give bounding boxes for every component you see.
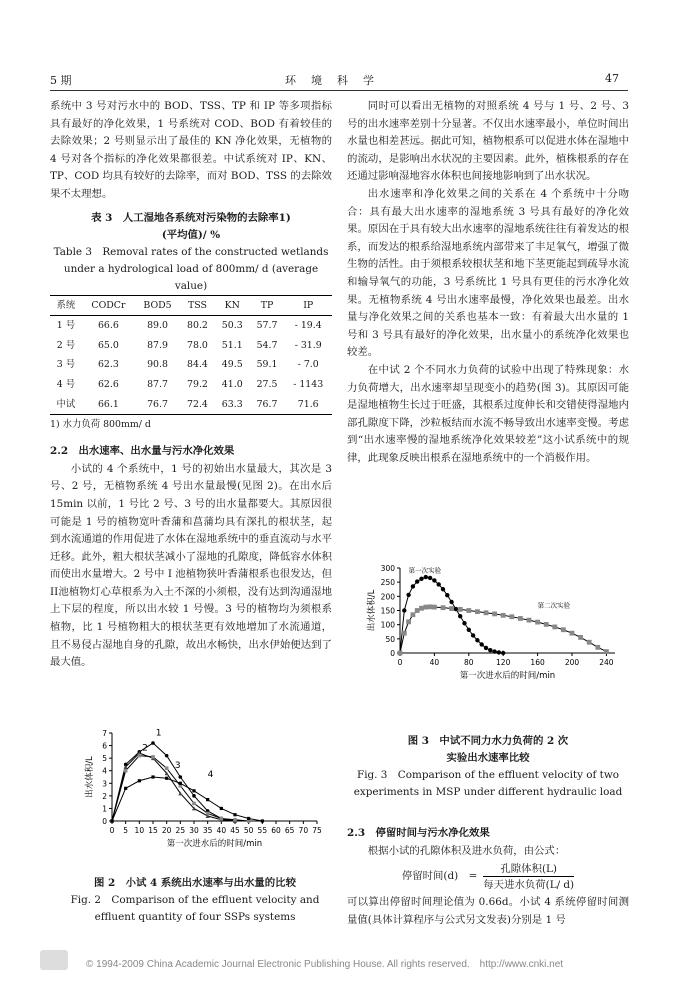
table3-cell: 87.9 — [147, 339, 168, 351]
series-line-1 — [112, 743, 235, 821]
issue-number: 5 期 — [50, 74, 72, 87]
table3-title-en: Table 3 Removal rates of the constructed wetlands — [53, 245, 329, 258]
data-point — [220, 807, 223, 810]
data-point — [587, 640, 592, 645]
x-tick-label: 40 — [216, 826, 227, 835]
table3-cell: 51.1 — [221, 339, 243, 351]
data-point — [424, 575, 428, 579]
data-point — [488, 648, 492, 652]
data-point — [492, 612, 497, 617]
table3-cell: 90.8 — [147, 359, 168, 371]
data-point — [466, 608, 471, 613]
table3-header-cell: CODCr — [91, 299, 126, 311]
right-paragraph-1: 同时可以看出无植物的对照系统 4 号与 1 号、2 号、3 号的出水速率差别十分显著。不仅出水速率最小，单位时间出水量也相差甚远。据此可知，植物根系可以促进水体在湿地中的流动，是影响出水状况的主要因素。此外，植株根系的存在还通过影响湿地容水体积也间接地影响到了出水状况。 — [347, 100, 629, 183]
y-tick-label: 1 — [102, 804, 107, 814]
table3-header-cell: IP — [303, 299, 314, 311]
table3-cell: 中试 — [56, 398, 76, 410]
data-point — [449, 606, 454, 611]
x-tick-label: 0 — [397, 658, 403, 667]
data-point — [458, 607, 463, 612]
x-tick-label: 0 — [109, 826, 115, 835]
y-axis-label: 出水体积/L — [367, 589, 377, 632]
y-tick-label: 3 — [102, 779, 107, 789]
table3-header-cell: 系统 — [56, 299, 76, 311]
data-point — [124, 787, 127, 790]
x-tick-label: 65 — [284, 826, 295, 835]
data-point — [441, 605, 446, 610]
table3-title-cn-unit: (平均值)/ % — [161, 228, 221, 241]
header-rule — [50, 90, 628, 91]
x-tick-label: 35 — [202, 826, 213, 835]
y-tick-label: 50 — [385, 634, 395, 644]
data-point — [570, 631, 575, 636]
table3-header-cell: TSS — [187, 299, 207, 311]
x-tick-label: 160 — [530, 658, 545, 667]
series-label: 3 — [174, 761, 181, 772]
data-point — [475, 638, 479, 642]
table3-cell: 3 号 — [56, 359, 76, 371]
table3-cell: 84.4 — [187, 359, 208, 371]
y-tick-label: 2 — [102, 791, 107, 801]
data-point — [419, 577, 423, 581]
data-point — [501, 613, 506, 618]
data-point — [467, 628, 471, 632]
data-point — [428, 576, 432, 580]
table3-cell: 62.3 — [97, 359, 119, 371]
data-point — [595, 645, 600, 650]
data-point — [411, 612, 416, 617]
table3-cell: 54.7 — [256, 339, 278, 351]
data-point — [247, 817, 250, 820]
x-tick-label: 25 — [175, 826, 186, 835]
page-number: 47 — [605, 72, 619, 85]
right-paragraph-3: 在中试 2 个不同水力负荷的试验中出现了特殊现象：水力负荷增大，出水速率却呈现变小的趋势(图 3)。其原因可能是湿地植物生长过于旺盛，其根系过度伸长和交错使得湿地内部孔隙度下降，沙粒板结而水流不畅导致出水速率变慢。考虑到“出水速率慢的湿地系统净化效果较差”这小试系统中的规律，此现象反映出根系在湿地系统中的一个消极作用。 — [347, 363, 629, 464]
data-point — [501, 651, 505, 655]
table3-cell: 65.0 — [97, 339, 119, 351]
x-tick-label: 60 — [271, 826, 281, 835]
data-point — [151, 775, 154, 778]
x-tick-label: 75 — [312, 826, 322, 835]
table3-cell: - 7.0 — [297, 359, 319, 371]
x-tick-label: 200 — [564, 658, 580, 667]
x-tick-label: 50 — [243, 826, 254, 835]
table3-cell: 80.2 — [187, 320, 208, 332]
data-point — [165, 754, 169, 758]
table3-cell: 57.7 — [256, 320, 278, 332]
data-point — [233, 818, 237, 822]
figure-3-caption-cn-1: 图 3 中试不同力水力负荷的 2 次 — [407, 735, 569, 747]
section-2-3-heading: 2.3 停留时间与污水净化效果 — [347, 827, 490, 839]
x-tick-label: 80 — [464, 658, 474, 667]
right-paragraph-2: 出水速率和净化效果之间的关系在 4 个系统中十分吻合：具有最大出水速率的湿地系统 3 号具有最好的净化效果。原因在于具有较大出水速率的湿地系统往往有着发达的根系，而发达的根系给湿地系统内部带来了丰足氧气，增强了微生物的活性。由于须根系较根状茎和地下茎更能起到疏导水流和输导氧气的功能，3 号系统比 1 号具有更佳的污水净化效果。无植物系统 4 号出水速率最慢，净化效果也最差。出水量与净化效果之间的关系也基本一致：有着最大出水量的 1 号和 3 号具有最好的净化效果，出水量小的系统净化效果也较差。 — [347, 187, 629, 359]
formula-denominator: 每天进水负荷(L/ d) — [483, 876, 574, 892]
data-point — [165, 777, 168, 780]
table3-cell: 78.0 — [187, 339, 208, 351]
data-point — [406, 593, 410, 597]
data-point — [432, 578, 436, 582]
formula-numerator: 孔隙体积(L) — [500, 863, 557, 876]
data-point — [578, 635, 583, 640]
x-tick-label: 10 — [134, 826, 145, 835]
data-point — [165, 766, 169, 770]
data-point — [544, 622, 549, 627]
table3 — [50, 295, 332, 416]
x-tick-label: 240 — [599, 658, 614, 667]
table3-cell: - 31.9 — [294, 339, 322, 351]
table3-cell: 63.3 — [221, 398, 243, 410]
formula-fraction — [483, 862, 574, 892]
series-label: 2 — [142, 743, 148, 754]
table3-header-cell: KN — [224, 299, 240, 311]
y-tick-label: 100 — [380, 620, 395, 630]
data-point — [561, 627, 566, 632]
table3-cell: 89.0 — [147, 320, 168, 332]
data-point — [509, 614, 514, 619]
figure-2-caption-en-2: effluent quantity of four SSPs systems — [94, 911, 296, 923]
y-tick-label: 6 — [102, 741, 107, 751]
data-point — [110, 819, 113, 822]
table3-title-cn: 表 3 人工湿地各系统对污染物的去除率1) — [91, 211, 291, 224]
table3-cell: 50.3 — [221, 320, 243, 332]
table3-cell: 62.6 — [97, 378, 119, 390]
data-point — [415, 608, 420, 613]
x-axis-label: 第一次进水后的时间/min — [166, 839, 263, 849]
data-point — [423, 605, 428, 610]
series-label: 第二次实验 — [537, 601, 571, 610]
x-tick-label: 5 — [123, 826, 129, 835]
data-point — [179, 782, 182, 785]
y-tick-label: 150 — [380, 606, 395, 616]
data-point — [192, 794, 196, 798]
data-point — [192, 802, 196, 806]
series-label: 4 — [207, 770, 214, 780]
right-paragraph-5: 可以算出停留时间理论值为 0.66d。小试 4 系统停留时间测量值(具体计算程序与公式另文发表)分别是 1 号 — [347, 896, 629, 926]
table3-row — [50, 375, 332, 395]
data-point — [411, 584, 415, 588]
figure-2-caption-en-1: Fig. 2 Comparison of the effluent velocity and — [70, 894, 320, 906]
data-point — [419, 606, 424, 611]
right-paragraph-4: 根据小试的孔隙体积及进水负荷，由公式： — [367, 844, 566, 857]
left-paragraph-1: 系统中 3 号对污水中的 BOD、TSS、TP 和 IP 等多项指标具有最好的净化效果，1 号系统对 COD、BOD 有着较佳的去除效果；2 号则显示出了最佳的 KN 净化效果，无植物的 4 号对各个指标的净化效果都很差。中试系统对 IP、KN、TP、COD 均具有较好的去除率，而对 BOD、TSS 的去除效果不太理想。 — [50, 100, 332, 200]
figure-2-caption — [60, 875, 330, 926]
data-point — [535, 620, 540, 625]
y-tick-label: 200 — [380, 592, 395, 602]
data-point — [179, 775, 183, 779]
series-line-4 — [112, 777, 262, 821]
data-point — [518, 616, 523, 621]
table3-row — [50, 395, 332, 415]
x-tick-label: 45 — [230, 826, 240, 835]
y-tick-label: 0 — [102, 817, 107, 826]
y-axis-label: 出水体积/L — [85, 756, 95, 798]
x-tick-label: 70 — [298, 826, 309, 835]
series-label: 1 — [155, 728, 162, 739]
data-point — [484, 610, 489, 615]
figure-2-chart — [70, 725, 330, 855]
cnki-logo — [40, 950, 68, 970]
data-point — [402, 631, 407, 636]
y-tick-label: 5 — [102, 754, 107, 764]
data-point — [437, 582, 441, 586]
left-column — [50, 98, 332, 672]
data-point — [206, 812, 210, 816]
x-tick-label: 120 — [496, 658, 511, 667]
data-point — [151, 755, 155, 759]
data-point — [138, 754, 142, 758]
table3-cell: 49.5 — [221, 359, 243, 371]
table3-cell: - 19.4 — [294, 320, 322, 332]
table3-cell: 87.7 — [147, 378, 168, 390]
data-point — [415, 579, 419, 583]
table3-cell: 66.1 — [97, 398, 119, 410]
right-column-top — [347, 98, 629, 467]
table3-cell: 76.7 — [256, 398, 278, 410]
table3-title-en-2: under a hydrological load of 800mm/ d (average value) — [63, 262, 319, 292]
data-point — [441, 587, 445, 591]
table3-cell: 72.4 — [187, 398, 208, 410]
journal-name: 环 境 科 学 — [285, 74, 376, 87]
table3-note: 1) 水力负荷 800mm/ d — [50, 419, 151, 431]
data-point — [445, 593, 449, 597]
y-tick-label: 0 — [390, 649, 395, 658]
right-column-bottom — [347, 825, 629, 929]
table3-cell: 1 号 — [56, 320, 76, 332]
formula-lhs: 停留时间(d) = — [401, 870, 478, 883]
data-point — [220, 817, 224, 821]
y-tick-label: 7 — [102, 729, 107, 738]
table3-row — [50, 355, 332, 375]
table3-cell: 4 号 — [56, 378, 76, 390]
data-point — [233, 813, 236, 816]
data-point — [402, 608, 406, 612]
x-tick-label: 40 — [429, 658, 440, 667]
table3-cell: 27.5 — [256, 378, 278, 390]
data-point — [475, 609, 480, 614]
table3-cell: 2 号 — [56, 339, 76, 351]
y-tick-label: 250 — [380, 578, 395, 588]
table3-header-cell: TP — [260, 299, 274, 311]
figure-3-chart — [360, 560, 630, 690]
data-point — [449, 600, 453, 604]
data-point — [406, 619, 411, 624]
section-2-2-heading: 2.2 出水速率、出水量与污水净化效果 — [50, 445, 235, 458]
left-paragraph-2: 小试的 4 个系统中，1 号的初始出水量最大，其次是 3 号、2 号，无植物系统 4 号出水量最慢(见图 2)。在出水后 15min 以前，1 号比 2 号、3 号的出水量都要大。其原因很可能是 1 号的植物宽叶香蒲和菖蒲均具有深扎的根状茎，起到水流通道的作用促进了水体在湿地系统中的垂直流动与水平迁移。此外，粗大根状茎减小了湿地的孔隙度，降低容水体积而使出水量增大。2 号中 I 池植物狭叶香蒲根系也很发达，但 II池植物灯心草根系为入土不深的小须根，没有达到沟通湿地上下层的程度，所以出水较 1 号慢。3 号的植物均为须根系植物，比 1 号植物粗大的根状茎更有效地增加了水流通道，且不易侵占湿地自身的孔隙，故出水畅快，出水伊始便达到了最大值。 — [50, 462, 332, 669]
figure-3-caption-en-2: experiments in MSP under different hydraulic load — [353, 786, 623, 798]
x-tick-label: 55 — [257, 826, 268, 835]
data-point — [480, 642, 484, 646]
series-line-2 — [112, 753, 235, 821]
data-point — [497, 650, 501, 654]
data-point — [462, 621, 466, 625]
copyright-footer: © 1994-2009 China Academic Journal Electronic Publishing House. All rights reserved. http://www.cnki.net — [86, 959, 564, 970]
series-label: 第一次实验 — [408, 566, 442, 575]
table3-row — [50, 316, 332, 336]
data-point — [151, 741, 155, 745]
data-point — [428, 604, 433, 609]
table3-cell: 41.0 — [221, 378, 243, 390]
data-point — [552, 625, 557, 630]
figure-2-caption-cn: 图 2 小试 4 系统出水速率与出水量的比较 — [94, 877, 296, 889]
data-point — [432, 605, 437, 610]
data-point — [192, 789, 195, 792]
data-point — [458, 614, 462, 618]
data-point — [484, 646, 488, 650]
formula — [347, 860, 629, 894]
data-point — [492, 649, 496, 653]
table3-cell: 59.1 — [256, 359, 278, 371]
figure-3-caption — [347, 733, 629, 801]
x-tick-label: 30 — [189, 826, 199, 835]
table3-cell: - 1143 — [293, 378, 324, 390]
data-point — [471, 633, 475, 637]
x-tick-label: 20 — [161, 826, 172, 835]
figure-3-caption-cn-2: 实验出水速率比较 — [446, 752, 530, 764]
data-point — [261, 819, 264, 822]
table3-cell: 66.6 — [97, 320, 119, 332]
data-point — [604, 649, 609, 654]
figure-3-caption-en-1: Fig. 3 Comparison of the effluent velocity of two — [357, 769, 619, 781]
x-axis-label: 第一次进水后的时间/min — [459, 671, 556, 681]
y-tick-label: 300 — [380, 564, 395, 573]
table3-cell: 76.7 — [147, 398, 168, 410]
table3-cell: 71.6 — [297, 398, 319, 410]
data-point — [206, 798, 209, 801]
data-point — [398, 651, 403, 656]
table3-row — [50, 336, 332, 356]
table3-header-cell: BOD5 — [143, 299, 172, 311]
x-tick-label: 15 — [148, 826, 158, 835]
y-tick-label: 4 — [102, 766, 107, 776]
data-point — [138, 779, 141, 782]
data-point — [124, 769, 128, 773]
data-point — [527, 618, 532, 623]
table3-cell: 79.2 — [187, 378, 208, 390]
